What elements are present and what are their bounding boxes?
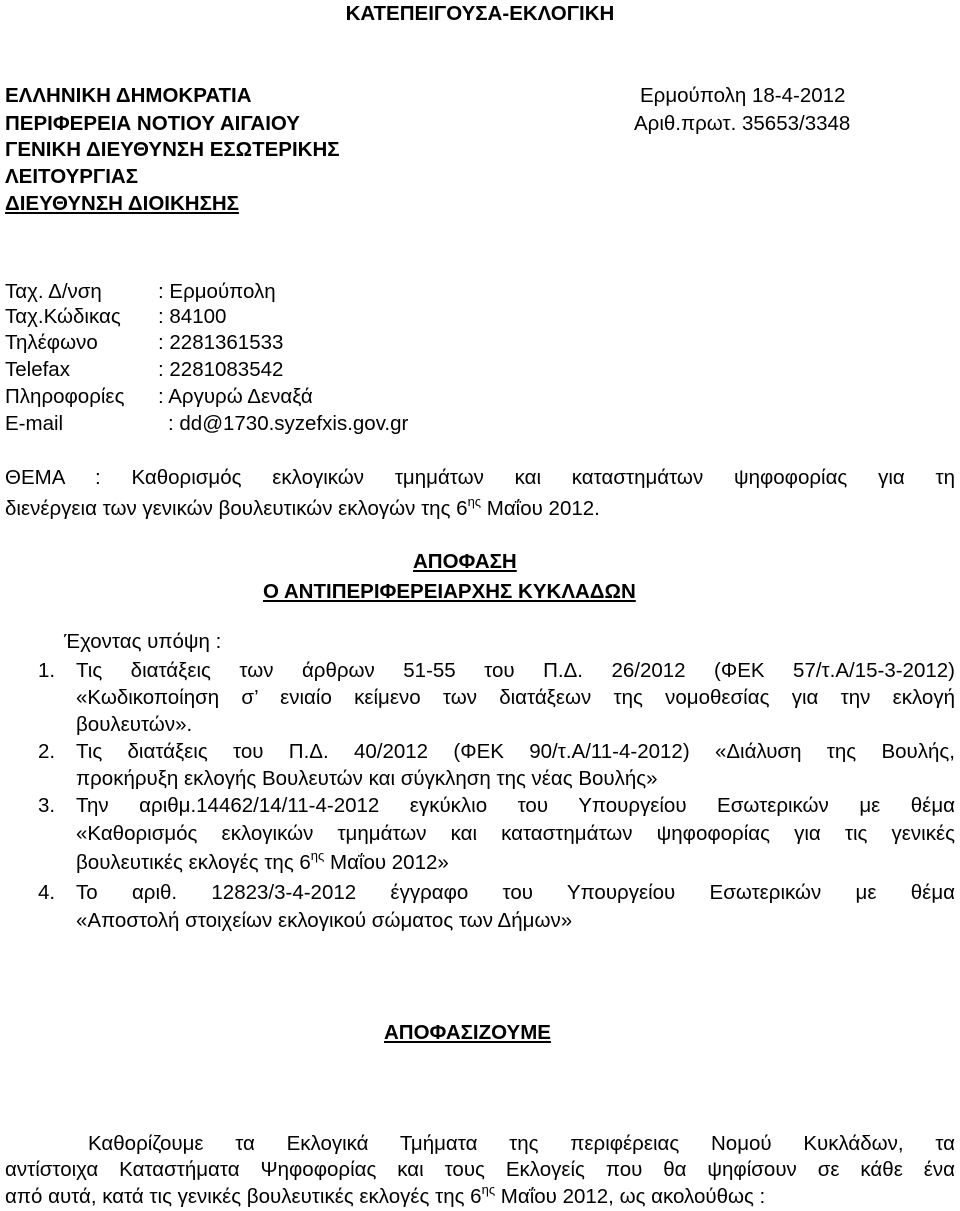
item-4-line-2: «Αποστολή στοιχείων εκλογικού σώματος των Δήμων»: [76, 909, 573, 932]
subject-line-2-text: διενέργεια των γενικών βουλευτικών εκλογών της 6: [5, 497, 468, 520]
contact-label: E-mail: [5, 412, 64, 435]
item-3-line-3-end: Μαΐου 2012»: [324, 851, 449, 874]
header-line-general-directorate: ΓΕΝΙΚΗ ΔΙΕΥΘΥΝΣΗ ΕΣΩΤΕΡΙΚΗΣ: [5, 138, 340, 161]
subject-line-2: [5, 494, 600, 520]
contact-postcode: [5, 307, 226, 328]
contact-value: : 84100: [158, 305, 227, 328]
subject-line-1: ΘΕΜΑ : Καθορισμός εκλογικών τμημάτων και καταστημάτων ψηφοφορίας για τη: [5, 466, 955, 489]
final-line-3-text: από αυτά, κατά τις γενικές βουλευτικές εκλογές της 6: [5, 1185, 482, 1208]
header-line-country: ΕΛΛΗΝΙΚΗ ΔΗΜΟΚΡΑΤΙΑ: [5, 84, 252, 107]
contact-label: Τηλέφωνο: [5, 331, 98, 354]
item-3-number: 3.: [38, 794, 56, 817]
contact-value: : 2281361533: [158, 331, 284, 354]
urgent-title: ΚΑΤΕΠΕΙΓΟΥΣΑ-ΕΚΛΟΓΙΚΗ: [345, 2, 615, 25]
contact-label: Ταχ.Κώδικας: [5, 305, 121, 328]
item-3-line-2: «Καθορισμός εκλογικών τμημάτων και καταστημάτων ψηφοφορίας για τις γενικές: [76, 822, 955, 845]
final-line-3-end: Μαΐου 2012, ως ακολούθως :: [495, 1185, 766, 1208]
authority-title: Ο ΑΝΤΙΠΕΡΙΦΕΡΕΙΑΡΧΗΣ ΚΥΚΛΑΔΩΝ: [263, 580, 636, 603]
final-line-2: αντίστοιχα Καταστήματα Ψηφοφορίας και τους Εκλογείς που θα ψηφίσουν σε κάθε ένα: [5, 1158, 955, 1181]
item-1-line-2: «Κωδικοποίηση σ’ ενιαίο κείμενο των διατάξεων της νομοθεσίας για την εκλογή: [76, 686, 955, 709]
item-2-line-1: Τις διατάξεις του Π.Δ. 40/2012 (ΦΕΚ 90/τ.Α/11-4-2012) «Διάλυση της Βουλής,: [76, 740, 955, 763]
contact-phone: [5, 333, 283, 354]
subject-ordinal-suffix: ης: [467, 494, 482, 509]
item-3-line-3-text: βουλευτικές εκλογές της 6: [76, 851, 311, 874]
contact-value-email[interactable]: : dd@1730.syzefxis.gov.gr: [168, 412, 409, 435]
item-3-line-1: Την αριθμ.14462/14/11-4-2012 εγκύκλιο του Υπουργείου Εσωτερικών με θέμα: [76, 794, 955, 817]
contact-info-person: [5, 387, 313, 408]
header-line-operations: ΛΕΙΤΟΥΡΓΙΑΣ: [5, 165, 139, 188]
contact-value: : Αργυρώ Δεναξά: [158, 385, 313, 408]
contact-label: Πληροφορίες: [5, 385, 125, 408]
we-decide-title: ΑΠΟΦΑΣΙΖΟΥΜΕ: [384, 1021, 551, 1044]
contact-fax: [5, 360, 283, 381]
contact-label: Ταχ. Δ/νση: [5, 280, 102, 303]
item-3-line-3: [76, 848, 449, 874]
item-1-number: 1.: [38, 659, 56, 682]
subject-line-2-end: Μαΐου 2012.: [481, 497, 600, 520]
header-line-directorate: ΔΙΕΥΘΥΝΣΗ ΔΙΟΙΚΗΣΗΣ: [5, 192, 239, 215]
protocol-number: Αριθ.πρωτ. 35653/3348: [634, 112, 851, 135]
contact-address: [5, 282, 276, 303]
item-4-line-1: Το αριθ. 12823/3-4-2012 έγγραφο του Υπουργείου Εσωτερικών με θέμα: [76, 881, 955, 904]
contact-value: : 2281083542: [158, 358, 284, 381]
decision-title: ΑΠΟΦΑΣΗ: [413, 550, 517, 573]
final-ordinal-suffix: ης: [481, 1182, 496, 1197]
item-3-ordinal-suffix: ης: [310, 848, 325, 863]
contact-value: : Ερμούπολη: [158, 280, 276, 303]
item-1-line-3: βουλευτών».: [76, 713, 193, 736]
contact-label: Telefax: [5, 358, 70, 381]
item-1-line-1: Τις διατάξεις των άρθρων 51-55 του Π.Δ. 26/2012 (ΦΕΚ 57/τ.Α/15-3-2012): [76, 659, 955, 682]
considering-label: Έχοντας υπόψη :: [64, 630, 222, 653]
final-line-1: Καθορίζουμε τα Εκλογικά Τμήματα της περιφέρειας Νομού Κυκλάδων, τα: [88, 1132, 955, 1155]
item-2-line-2: προκήρυξη εκλογής Βουλευτών και σύγκληση της νέας Βουλής»: [76, 767, 658, 790]
final-line-3: [5, 1182, 766, 1208]
item-2-number: 2.: [38, 740, 56, 763]
place-date: Ερμούπολη 18-4-2012: [640, 84, 846, 107]
contact-email: [5, 414, 408, 435]
header-line-region: ΠΕΡΙΦΕΡΕΙΑ ΝΟΤΙΟΥ ΑΙΓΑΙΟΥ: [5, 112, 300, 135]
item-4-number: 4.: [38, 881, 56, 904]
